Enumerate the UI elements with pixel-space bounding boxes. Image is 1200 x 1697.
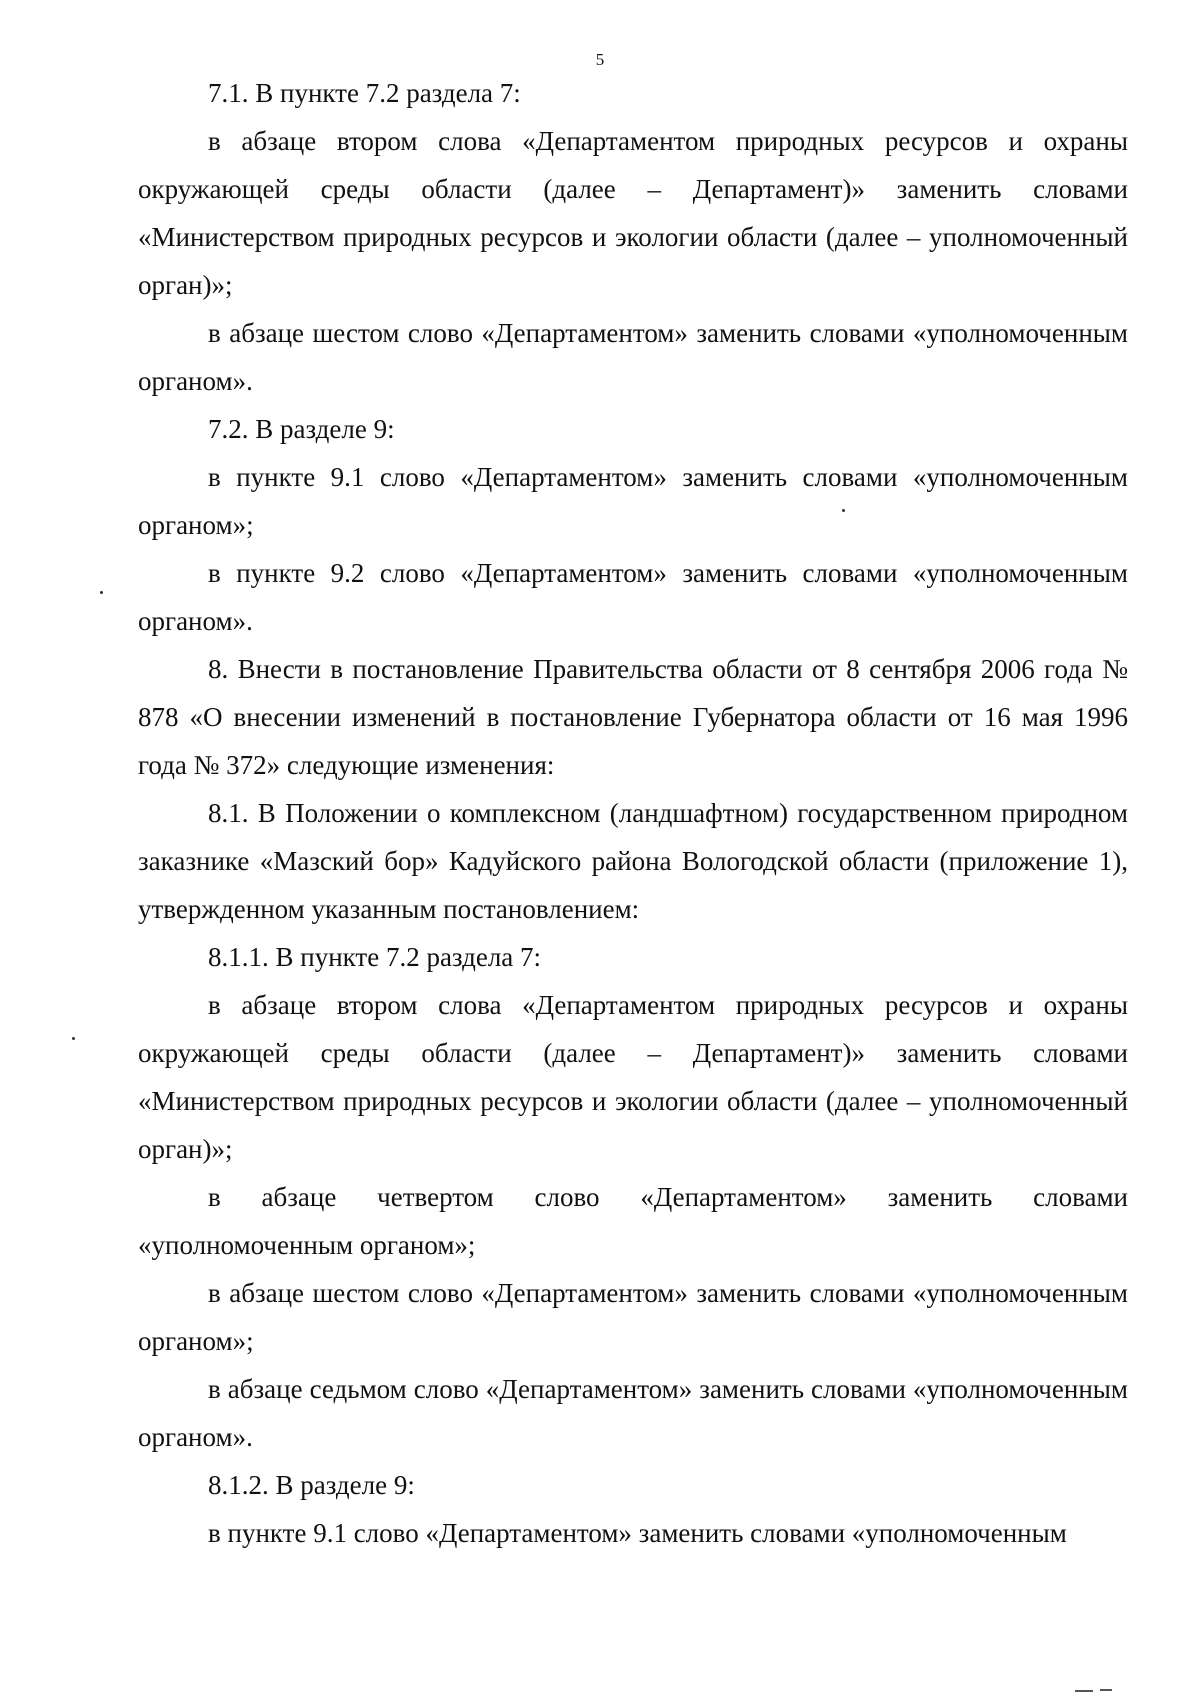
paragraph-8: 8. Внести в постановление Правительства области от 8 сентября 2006 года № 878 «О внесении изменений в постановление Губернатора области от 16 мая 1996 года № 372» следующие изменения: (138, 654, 1128, 780)
document-body (138, 69, 1128, 1557)
paragraph-8-1-1-abzac-6: в абзаце шестом слово «Департаментом» заменить словами «уполномоченным органом»; (138, 1278, 1128, 1356)
paragraph-7-1: 7.1. В пункте 7.2 раздела 7: (208, 78, 521, 108)
paragraph-8-1-1-abzac-4: в абзаце четвертом слово «Департаментом» заменить словами «уполномоченным органом»; (138, 1182, 1128, 1260)
paragraph-8-1: 8.1. В Положении о комплексном (ландшафтном) государственном природном заказнике «Мазский бор» Кадуйского района Вологодской области (приложение 1), утвержденном указанным постановлением: (138, 798, 1128, 924)
paragraph-7-2-punkt-9-1: в пункте 9.1 слово «Департаментом» заменить словами «уполномоченным органом»; (138, 462, 1128, 540)
paragraph-8-1-2: 8.1.2. В разделе 9: (208, 1470, 415, 1500)
paragraph-8-1-1-abzac-2: в абзаце втором слова «Департаментом природных ресурсов и охраны окружающей среды области (далее – Департамент)» заменить словами «Министерством природных ресурсов и экологии области (далее – уполномоченный орган)»; (138, 990, 1128, 1164)
paragraph-7-2: 7.2. В разделе 9: (208, 414, 395, 444)
paragraph-8-1-1-abzac-7: в абзаце седьмом слово «Департаментом» заменить словами «уполномоченным органом». (138, 1374, 1128, 1452)
scan-speck (72, 1037, 75, 1040)
scan-speck (842, 509, 845, 512)
paragraph-7-2-punkt-9-2: в пункте 9.2 слово «Департаментом» заменить словами «уполномоченным органом». (138, 558, 1128, 636)
paragraph-7-1-abzac-6: в абзаце шестом слово «Департаментом» заменить словами «уполномоченным органом». (138, 318, 1128, 396)
paragraph-8-1-1: 8.1.1. В пункте 7.2 раздела 7: (208, 942, 542, 972)
paragraph-8-1-2-punkt-9-1: в пункте 9.1 слово «Департаментом» заменить словами «уполномоченным (208, 1518, 1067, 1548)
scan-edge-mark (1100, 1689, 1112, 1691)
scan-edge-mark (1075, 1690, 1093, 1692)
paragraph-7-1-abzac-2: в абзаце втором слова «Департаментом природных ресурсов и охраны окружающей среды области (далее – Департамент)» заменить словами «Министерством природных ресурсов и экологии области (далее – уполномоченный орган)»; (138, 126, 1128, 300)
scan-speck (100, 591, 103, 594)
page-number: 5 (595, 50, 605, 69)
